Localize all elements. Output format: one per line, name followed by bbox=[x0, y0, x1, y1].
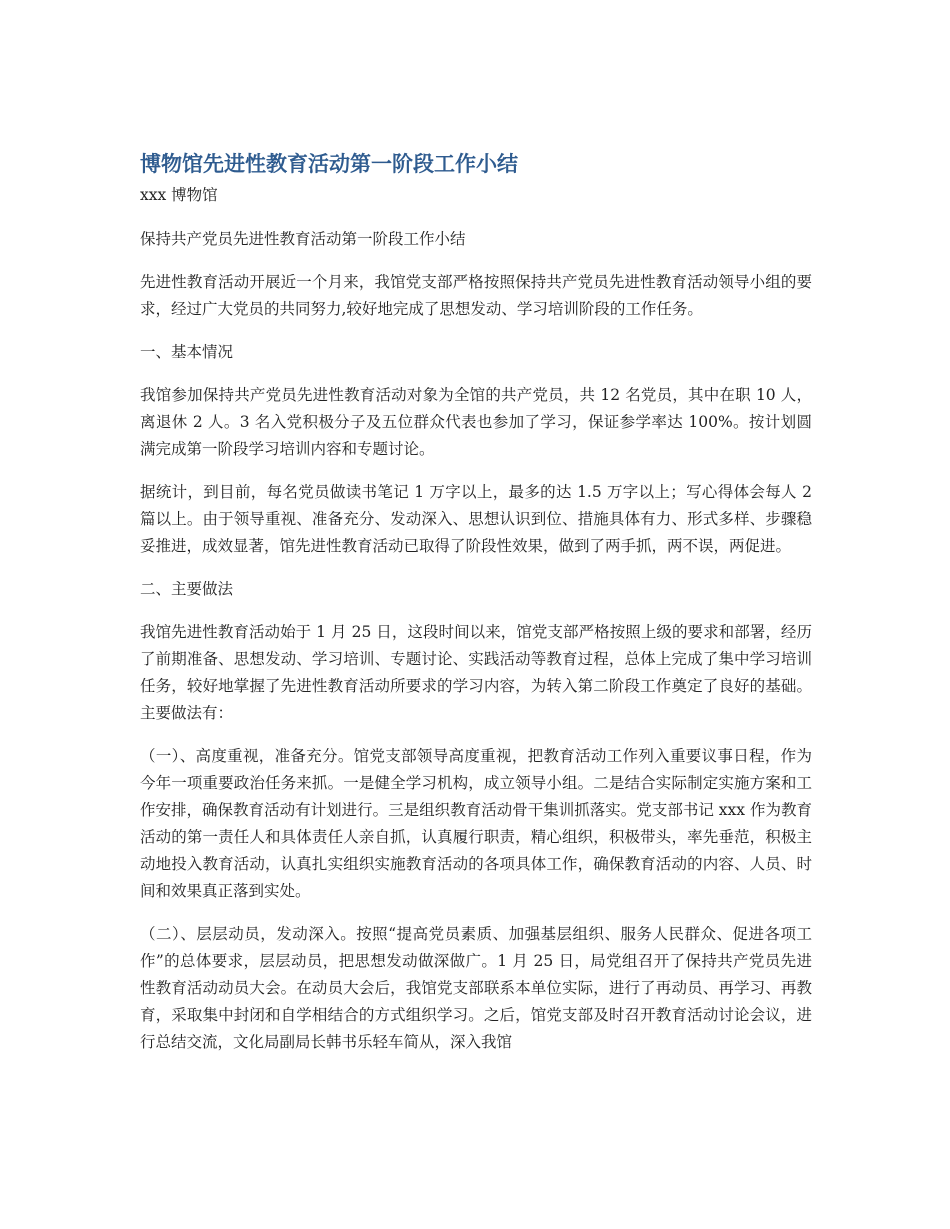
paragraph-basic-1: 我馆参加保持共产党员先进性教育活动对象为全馆的共产党员，共 12 名党员，其中在职 10 人，离退休 2 人。3 名入党积极分子及五位群众代表也参加了学习，保证参学率达 100%。按计划圆满完成第一阶段学习培训内容和专题讨论。 bbox=[140, 386, 812, 458]
paragraph-intro: 先进性教育活动开展近一个月来，我馆党支部严格按照保持共产党员先进性教育活动领导小组的要求，经过广大党员的共同努力,较好地完成了思想发动、学习培训阶段的工作任务。 bbox=[140, 273, 812, 318]
document-author: xxx 博物馆 bbox=[140, 186, 218, 204]
section-heading-basic: 一、基本情况 bbox=[140, 343, 234, 361]
paragraph-methods-intro: 我馆先进性教育活动始于 1 月 25 日，这段时间以来，馆党支部严格按照上级的要求和部署，经历了前期准备、思想发动、学习培训、专题讨论、实践活动等教育过程，总体上完成了集中学习培训任务，较好地掌握了先进性教育活动所要求的学习内容，为转入第二阶段工作奠定了良好的基础。主要做法有： bbox=[140, 623, 812, 722]
paragraph-method-1: （一）、高度重视，准备充分。馆党支部领导高度重视，把教育活动工作列入重要议事日程，作为今年一项重要政治任务来抓。一是健全学习机构，成立领导小组。二是结合实际制定实施方案和工作安排，确保教育活动有计划进行。三是组织教育活动骨干集训抓落实。党支部书记 xxx 作为教育活动的第一责任人和具体责任人亲自抓，认真履行职责，精心组织，积极带头，率先垂范，积极主动地投入教育活动，认真扎实组织实施教育活动的各项具体工作，确保教育活动的内容、人员、时间和效果真正落到实处。 bbox=[140, 747, 812, 900]
section-heading-methods: 二、主要做法 bbox=[140, 580, 234, 598]
paragraph-heading: 保持共产党员先进性教育活动第一阶段工作小结 bbox=[140, 230, 466, 248]
paragraph-method-2: （二）、层层动员，发动深入。按照“提高党员素质、加强基层组织、服务人民群众、促进各项工作”的总体要求，层层动员，把思想发动做深做广。1 月 25 日，局党组召开了保持共产党员先进性教育活动动员大会。在动员大会后，我馆党支部联系本单位实际，进行了再动员、再学习、再教育，采取集中封闭和自学相结合的方式组织学习。之后，馆党支部及时召开教育活动讨论会议，进行总结交流，文化局副局长韩书乐轻车简从，深入我馆 bbox=[140, 925, 812, 1051]
document-page bbox=[140, 148, 812, 1056]
paragraph-basic-2: 据统计，到目前，每名党员做读书笔记 1 万字以上，最多的达 1.5 万字以上；写心得体会每人 2 篇以上。由于领导重视、准备充分、发动深入、思想认识到位、措施具体有力、形式多样、步骤稳妥推进，成效显著，馆先进性教育活动已取得了阶段性效果，做到了两手抓，两不误，两促进。 bbox=[140, 483, 812, 555]
document-title: 博物馆先进性教育活动第一阶段工作小结 bbox=[140, 152, 518, 176]
